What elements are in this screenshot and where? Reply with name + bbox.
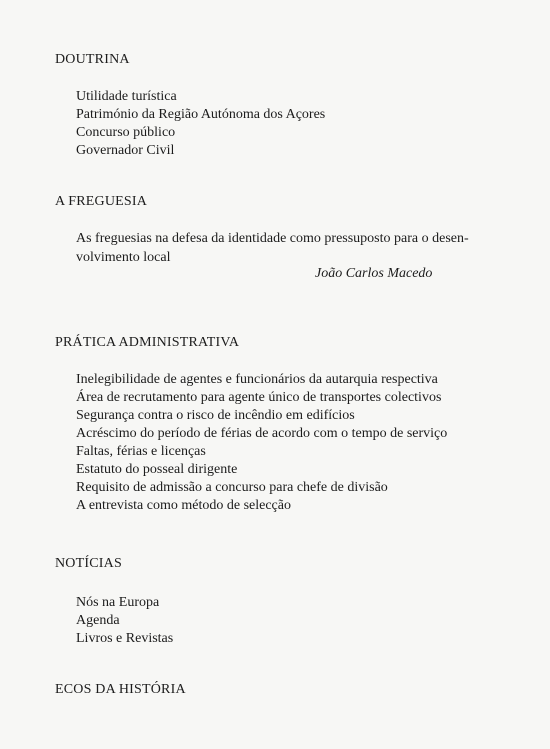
list-item: Faltas, férias e licenças: [76, 444, 206, 459]
section-list-doutrina: [76, 88, 325, 160]
article-author: João Carlos Macedo: [315, 266, 433, 281]
section-heading-pratica: PRÁTICA ADMINISTRATIVA: [55, 335, 240, 350]
list-item: Livros e Revistas: [76, 631, 174, 646]
list-item: Património da Região Autónoma dos Açores: [76, 107, 326, 122]
list-item: Governador Civil: [76, 143, 175, 158]
list-item: Nós na Europa: [76, 595, 160, 610]
list-item: Área de recrutamento para agente único de transportes colectivos: [76, 390, 442, 405]
list-item: Utilidade turística: [76, 89, 177, 104]
section-heading-doutrina: DOUTRINA: [55, 52, 130, 67]
list-item: Acréscimo do período de férias de acordo com o tempo de serviço: [76, 426, 448, 441]
article-title-line: volvimento local: [76, 249, 171, 265]
section-list-pratica: [76, 371, 447, 515]
list-item: Agenda: [76, 613, 120, 628]
list-item: Estatuto do posseal dirigente: [76, 462, 238, 477]
list-item: Requisito de admissão a concurso para chefe de divisão: [76, 480, 388, 495]
section-heading-ecos: ECOS DA HISTÓRIA: [55, 682, 186, 697]
list-item: Segurança contra o risco de incêndio em edifícios: [76, 408, 355, 423]
list-item: A entrevista como método de selecção: [76, 498, 291, 513]
article-title-line: As freguesias na defesa da identidade como pressuposto para o desen-: [76, 231, 469, 246]
section-heading-freguesia: A FREGUESIA: [55, 194, 148, 209]
list-item: Concurso público: [76, 125, 176, 140]
section-heading-noticias: NOTÍCIAS: [55, 556, 122, 571]
list-item: Inelegibilidade de agentes e funcionários da autarquia respectiva: [76, 372, 438, 387]
article-title: [76, 230, 516, 267]
section-list-noticias: [76, 594, 173, 648]
